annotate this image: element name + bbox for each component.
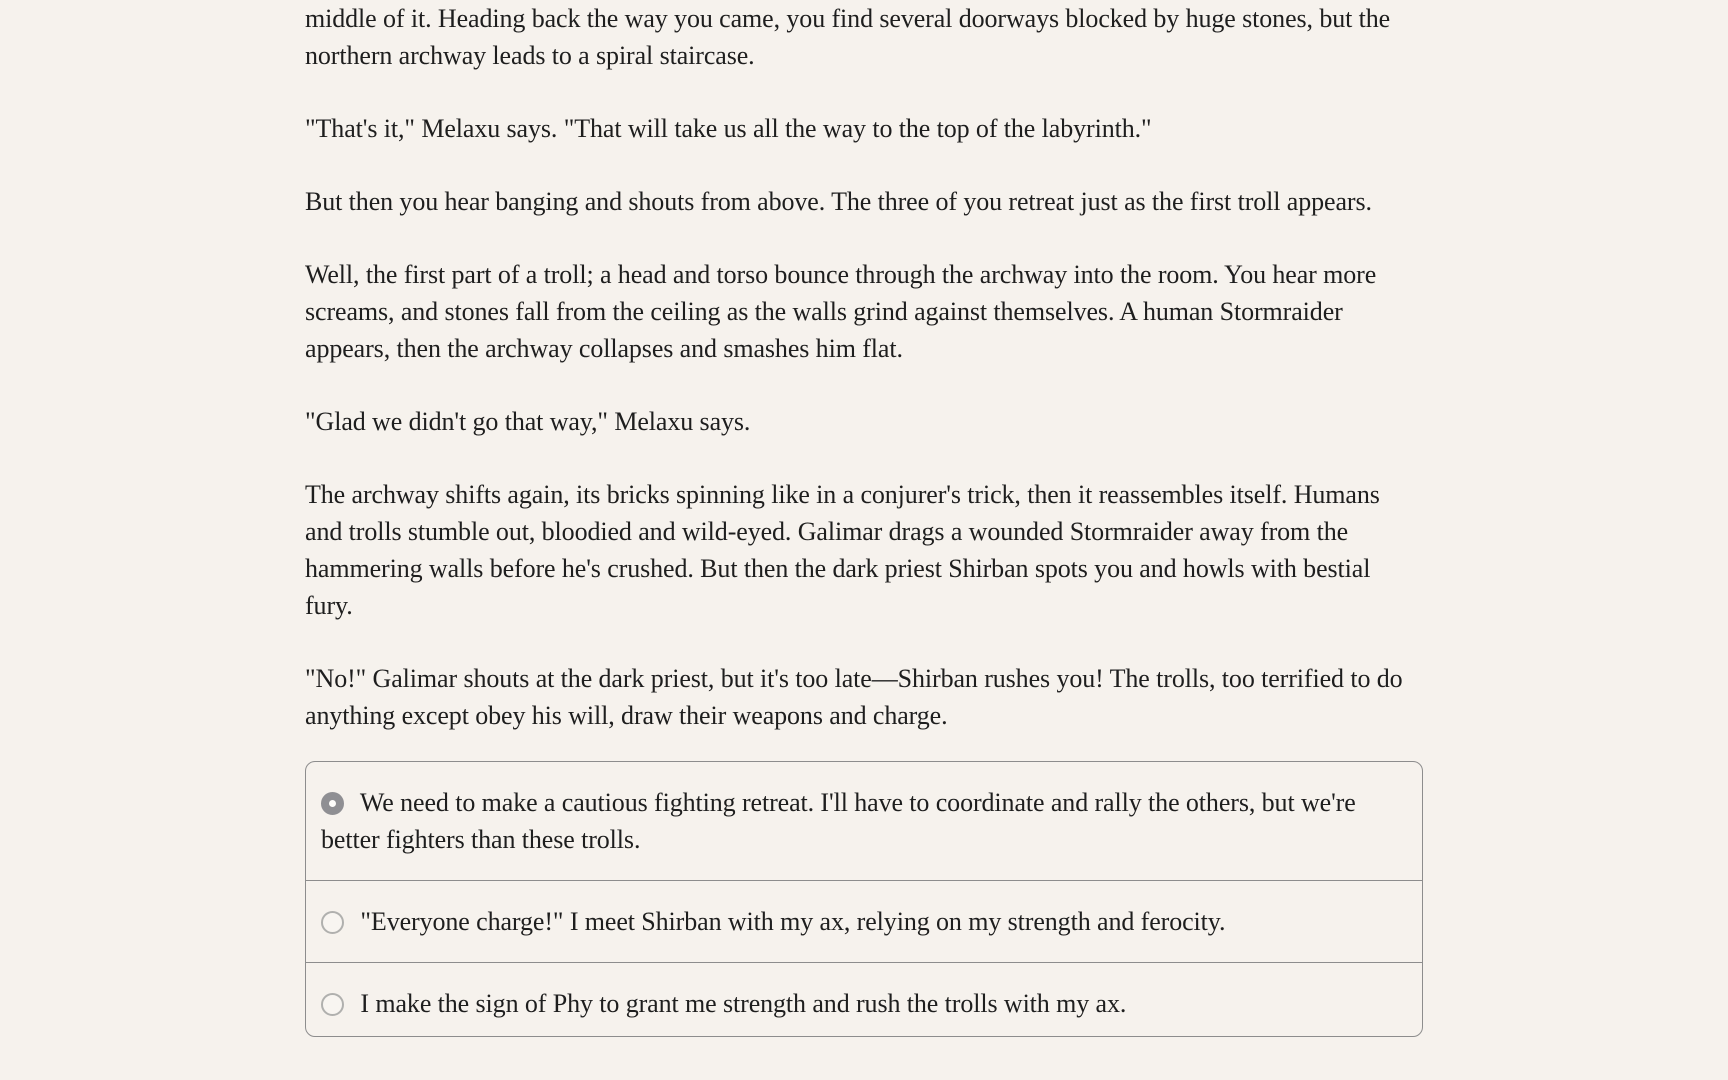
choice-option-2[interactable] bbox=[306, 880, 1422, 962]
story-paragraph: "Glad we didn't go that way," Melaxu says. bbox=[305, 407, 751, 436]
radio-button-icon[interactable] bbox=[321, 993, 344, 1016]
radio-button-selected-icon[interactable] bbox=[321, 792, 344, 815]
choice-option-label: We need to make a cautious fighting retreat. I'll have to coordinate and rally the others, but we're better fighters than these trolls. bbox=[321, 788, 1356, 854]
story-paragraph: But then you hear banging and shouts from above. The three of you retreat just as the first troll appears. bbox=[305, 187, 1372, 216]
choice-option-1[interactable] bbox=[306, 762, 1422, 880]
story-paragraph: middle of it. Heading back the way you came, you find several doorways blocked by huge stones, but the northern archway leads to a spiral staircase. bbox=[305, 4, 1391, 70]
radio-button-icon[interactable] bbox=[321, 911, 344, 934]
choice-group bbox=[305, 761, 1423, 1037]
story-paragraph: "That's it," Melaxu says. "That will take us all the way to the top of the labyrinth." bbox=[305, 114, 1152, 143]
choice-option-label: "Everyone charge!" I meet Shirban with my ax, relying on my strength and ferocity. bbox=[354, 907, 1226, 936]
story-text bbox=[305, 0, 1423, 734]
story-paragraph: Well, the first part of a troll; a head and torso bounce through the archway into the room. You hear more screams, and stones fall from the ceiling as the walls grind against themselves. A human Stormraider appears, then the archway collapses and smashes him flat. bbox=[305, 260, 1377, 363]
choice-option-3[interactable] bbox=[306, 962, 1422, 1036]
story-paragraph: "No!" Galimar shouts at the dark priest, but it's too late—Shirban rushes you! The trolls, too terrified to do anything except obey his will, draw their weapons and charge. bbox=[305, 664, 1403, 730]
choice-option-label: I make the sign of Phy to grant me strength and rush the trolls with my ax. bbox=[354, 989, 1127, 1018]
story-page bbox=[305, 0, 1423, 1037]
story-paragraph: The archway shifts again, its bricks spinning like in a conjurer's trick, then it reassembles itself. Humans and trolls stumble out, bloodied and wild-eyed. Galimar drags a wounded Stormraider away from the hammering walls before he's crushed. But then the dark priest Shirban spots you and howls with bestial fury. bbox=[305, 480, 1380, 620]
